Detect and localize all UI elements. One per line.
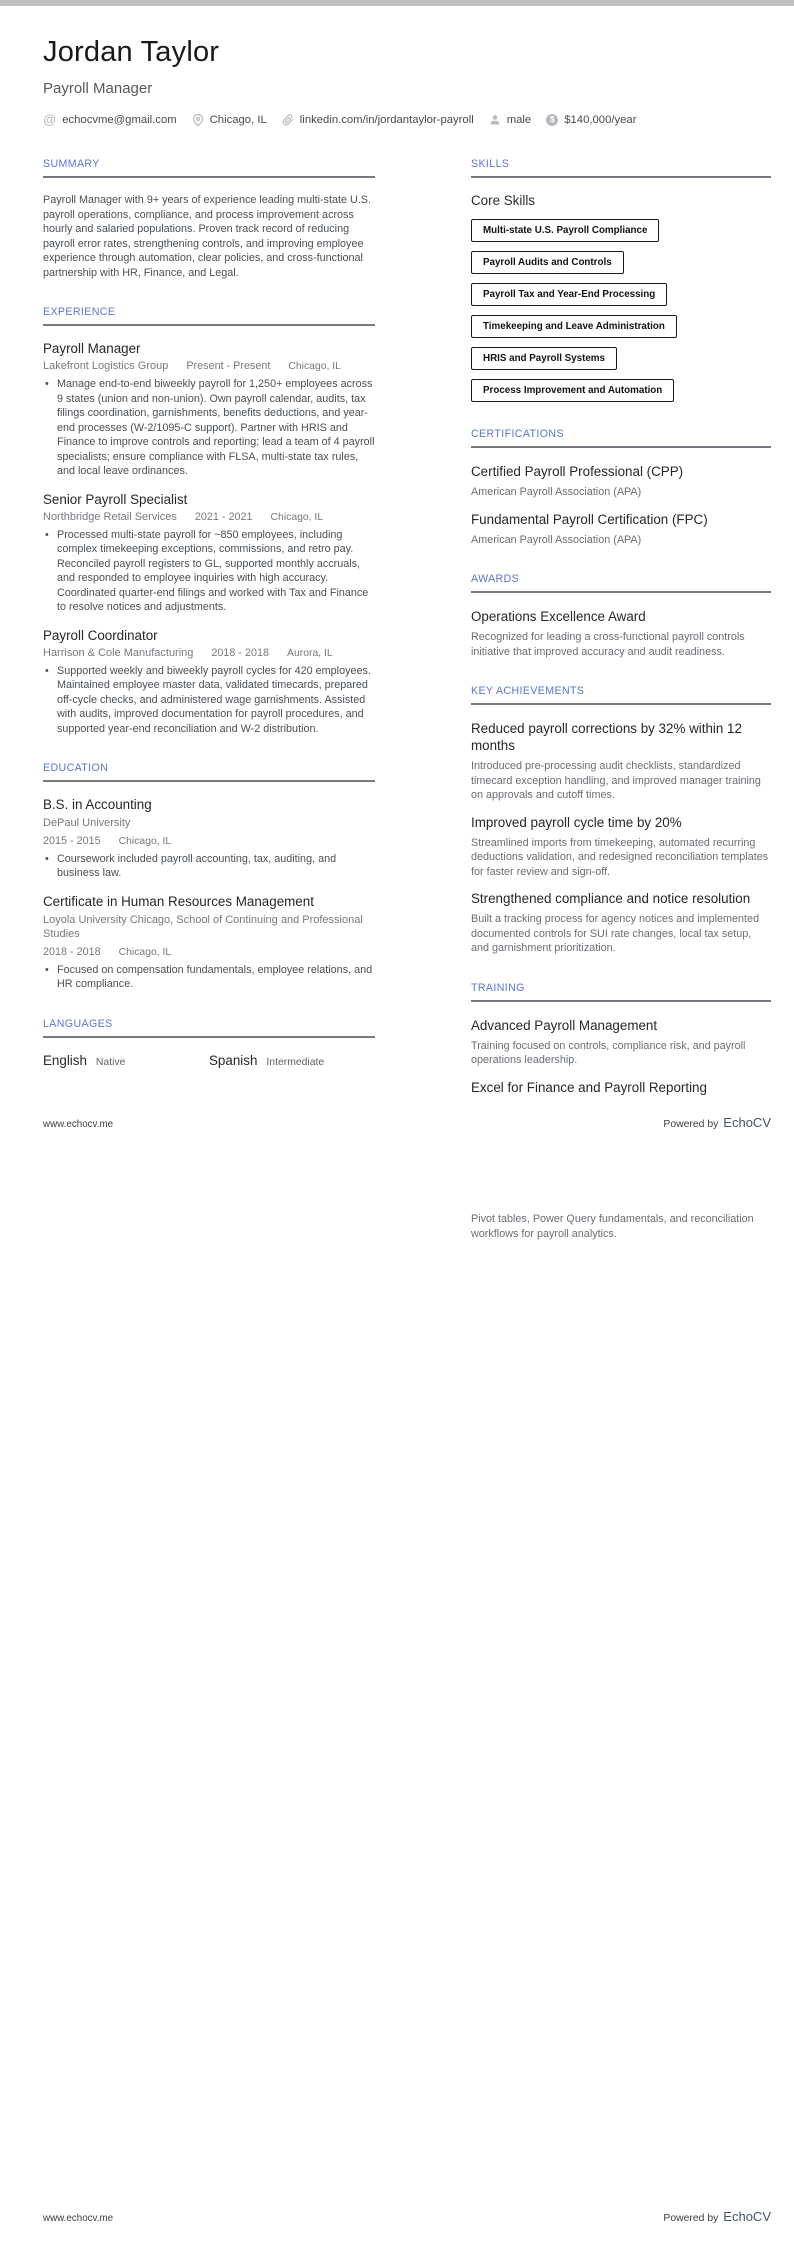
column-gap	[375, 132, 471, 1101]
contact-email-text: echocvme@gmail.com	[62, 113, 177, 126]
resume-header	[0, 0, 794, 126]
contact-salary	[546, 114, 636, 126]
achievement-description: Introduced pre-processing audit checklists, standardized timecard exception handling, and improved manager training on approvals and cutoff times.	[471, 760, 761, 801]
job-company: Lakefront Logistics Group	[43, 360, 169, 372]
language-item	[43, 1053, 209, 1068]
education-dates: 2018 - 2018	[43, 945, 101, 958]
echocv-brand-link[interactable]: EchoCV	[723, 2209, 771, 2224]
certification-issuer: American Payroll Association (APA)	[471, 533, 642, 546]
contact-salary-text: $140,000/year	[564, 113, 637, 126]
key-achievements-section	[471, 685, 771, 956]
resume-columns	[0, 132, 794, 1101]
education-section	[43, 762, 375, 992]
certification-issuer: American Payroll Association (APA)	[471, 486, 642, 498]
achievement-title: Strengthened compliance and notice resolution	[471, 891, 751, 906]
job-dates: 2018 - 2018	[211, 646, 270, 659]
contact-gender-text: male	[506, 113, 532, 126]
contact-location	[192, 114, 267, 126]
summary-section	[43, 158, 375, 280]
job-dates: Present - Present	[186, 360, 271, 372]
education-meta	[43, 946, 375, 958]
education-degree: B.S. in Accounting	[43, 797, 152, 812]
job-title: Payroll Manager	[43, 341, 141, 356]
language-item	[209, 1053, 375, 1068]
certification-name: Fundamental Payroll Certification (FPC)	[471, 511, 708, 527]
education-bullet: • Focused on compensation fundamentals, employee relations, and HR compliance.	[43, 963, 375, 992]
job-bullet: • Manage end-to-end biweekly payroll for 1,250+ employees across 9 states (union and non-union). Own payroll calendar, audits, tax filings coordination, garnishments, benefits deductions, and year-end processes (W-2/1095-C support). Partner with HRIS and Finance to improve controls and reporting; lead a team of 4 payroll specialists; ensure compliance with FLSA, multi-state tax rules, and local leave ordinances.	[43, 377, 375, 479]
footer-site-link[interactable]: www.echocv.me	[43, 1119, 114, 1130]
language-level: Native	[95, 1056, 126, 1068]
languages-heading: LANGUAGES	[43, 1018, 375, 1038]
powered-by-label: Powered by	[663, 1119, 719, 1130]
education-meta	[43, 835, 375, 847]
education-entry	[43, 894, 375, 992]
training-heading: TRAINING	[471, 982, 771, 1002]
powered-by-label: Powered by	[663, 2213, 719, 2224]
skill-tag: Multi-state U.S. Payroll Compliance	[471, 219, 659, 242]
footer-powered-by	[663, 1114, 771, 1132]
education-school: Loyola University Chicago, School of Continuing and Professional Studies	[43, 913, 363, 940]
education-dates: 2015 - 2015	[43, 834, 101, 847]
contact-row	[43, 113, 751, 126]
training-description-continued: Pivot tables, Power Query fundamentals, and reconciliation workflows for payroll analytics.	[471, 1213, 754, 1240]
awards-section	[471, 573, 771, 659]
location-pin-icon	[192, 114, 204, 126]
experience-entry	[43, 492, 375, 615]
education-entry	[43, 797, 375, 881]
job-bullet: • Processed multi-state payroll for ~850 employees, including complex timekeeping exceptions, commissions, and retro pay. Reconciled payroll registers to GL, supported monthly accruals, and responded to employee inquiries with high accuracy. Coordinated quarter-end filings and worked with Tax and Finance to resolve notices and adjustments.	[43, 528, 375, 615]
job-meta	[43, 647, 375, 659]
language-name: Spanish	[209, 1052, 258, 1068]
job-title: Senior Payroll Specialist	[43, 491, 188, 507]
language-name: English	[43, 1052, 87, 1068]
education-location: Chicago, IL	[118, 835, 172, 847]
skill-tag: HRIS and Payroll Systems	[471, 347, 617, 370]
job-meta	[43, 360, 375, 372]
experience-heading: EXPERIENCE	[43, 306, 375, 326]
experience-entry	[43, 628, 375, 737]
skill-tag: Timekeeping and Leave Administration	[471, 315, 677, 338]
certification-name: Certified Payroll Professional (CPP)	[471, 464, 684, 479]
skills-heading: SKILLS	[471, 158, 771, 178]
person-icon	[489, 114, 501, 126]
language-level: Intermediate	[266, 1056, 325, 1068]
job-location: Chicago, IL	[288, 361, 341, 372]
award-description: Recognized for leading a cross-functional payroll controls initiative that improved accuracy and audit readiness.	[471, 631, 745, 658]
education-degree: Certificate in Human Resources Management	[43, 893, 314, 909]
achievement-title: Improved payroll cycle time by 20%	[471, 814, 682, 830]
candidate-job-title: Payroll Manager	[43, 80, 153, 97]
achievement-description: Streamlined imports from timekeeping, automated recurring deductions validation, and redesigned reconciliation templates for faster review and sign-off.	[471, 836, 769, 878]
contact-location-text: Chicago, IL	[209, 113, 267, 126]
awards-heading: AWARDS	[471, 573, 771, 593]
job-title: Payroll Coordinator	[43, 627, 158, 643]
job-dates: 2021 - 2021	[194, 510, 253, 523]
languages-section	[43, 1018, 375, 1068]
contact-email[interactable]	[43, 113, 177, 126]
skill-tag: Payroll Audits and Controls	[471, 251, 624, 274]
skill-tag: Payroll Tax and Year-End Processing	[471, 283, 667, 306]
training-description: Training focused on controls, compliance risk, and payroll operations leadership.	[471, 1039, 746, 1066]
skill-tag: Process Improvement and Automation	[471, 379, 674, 402]
job-location: Chicago, IL	[270, 511, 324, 523]
contact-gender	[489, 114, 532, 126]
left-column	[43, 132, 375, 1101]
key-achievements-heading: KEY ACHIEVEMENTS	[471, 685, 771, 705]
job-bullet: • Supported weekly and biweekly payroll cycles for 420 employees. Maintained employee master data, validated timecards, prepared off-cycle checks, and administered wage garnishments. Assisted with audits, improved documentation for payroll procedures, and supported year-end reconciliation and W-2 distribution.	[43, 664, 375, 737]
training-title: Advanced Payroll Management	[471, 1017, 658, 1033]
summary-heading: SUMMARY	[43, 158, 375, 178]
languages-row	[43, 1053, 375, 1068]
certifications-section	[471, 428, 771, 547]
education-location: Chicago, IL	[118, 946, 172, 958]
candidate-name: Jordan Taylor	[43, 36, 220, 68]
experience-section	[43, 306, 375, 736]
skills-section	[471, 158, 771, 402]
achievement-description: Built a tracking process for agency notices and implemented documented controls for SUI rate changes, local tax setup, and garnishment prioritization.	[471, 913, 760, 954]
contact-linkedin-text: linkedin.com/in/jordantaylor-payroll	[299, 113, 474, 126]
footer-powered-by	[663, 2208, 771, 2226]
job-location: Aurora, IL	[287, 647, 333, 659]
training-section	[471, 982, 771, 1096]
certifications-heading: CERTIFICATIONS	[471, 428, 771, 448]
right-column	[471, 132, 771, 1101]
award-name: Operations Excellence Award	[471, 609, 646, 624]
salary-coin-icon: $	[546, 114, 558, 126]
footer-site-link[interactable]: www.echocv.me	[43, 2213, 114, 2224]
page1-footer	[43, 1114, 771, 1132]
education-bullet: • Coursework included payroll accounting, tax, auditing, and business law.	[43, 852, 375, 881]
page-top-edge	[0, 0, 794, 6]
contact-linkedin[interactable]	[282, 114, 474, 126]
echocv-brand-link[interactable]: EchoCV	[723, 1115, 771, 1130]
training-title: Excel for Finance and Payroll Reporting	[471, 1079, 707, 1095]
experience-entry	[43, 341, 375, 479]
education-heading: EDUCATION	[43, 762, 375, 782]
summary-text: Payroll Manager with 9+ years of experience leading multi-state U.S. payroll operations, compliance, and process improvement across hourly and salaried populations. Proven track record of reducing payroll error rates, strengthening controls, and improving employee experience through automation, clear policies, and cross-functional partnership with HR, Finance, and Legal.	[43, 194, 371, 279]
job-meta	[43, 511, 375, 523]
email-icon: @	[43, 112, 57, 127]
skills-group-title: Core Skills	[471, 193, 535, 208]
job-company: Harrison & Cole Manufacturing	[43, 646, 194, 659]
achievement-title: Reduced payroll corrections by 32% within 12 months	[471, 721, 742, 753]
job-company: Northbridge Retail Services	[43, 510, 177, 523]
education-school: DePaul University	[43, 817, 131, 829]
page2-footer	[43, 2208, 771, 2226]
paperclip-icon	[282, 114, 294, 126]
